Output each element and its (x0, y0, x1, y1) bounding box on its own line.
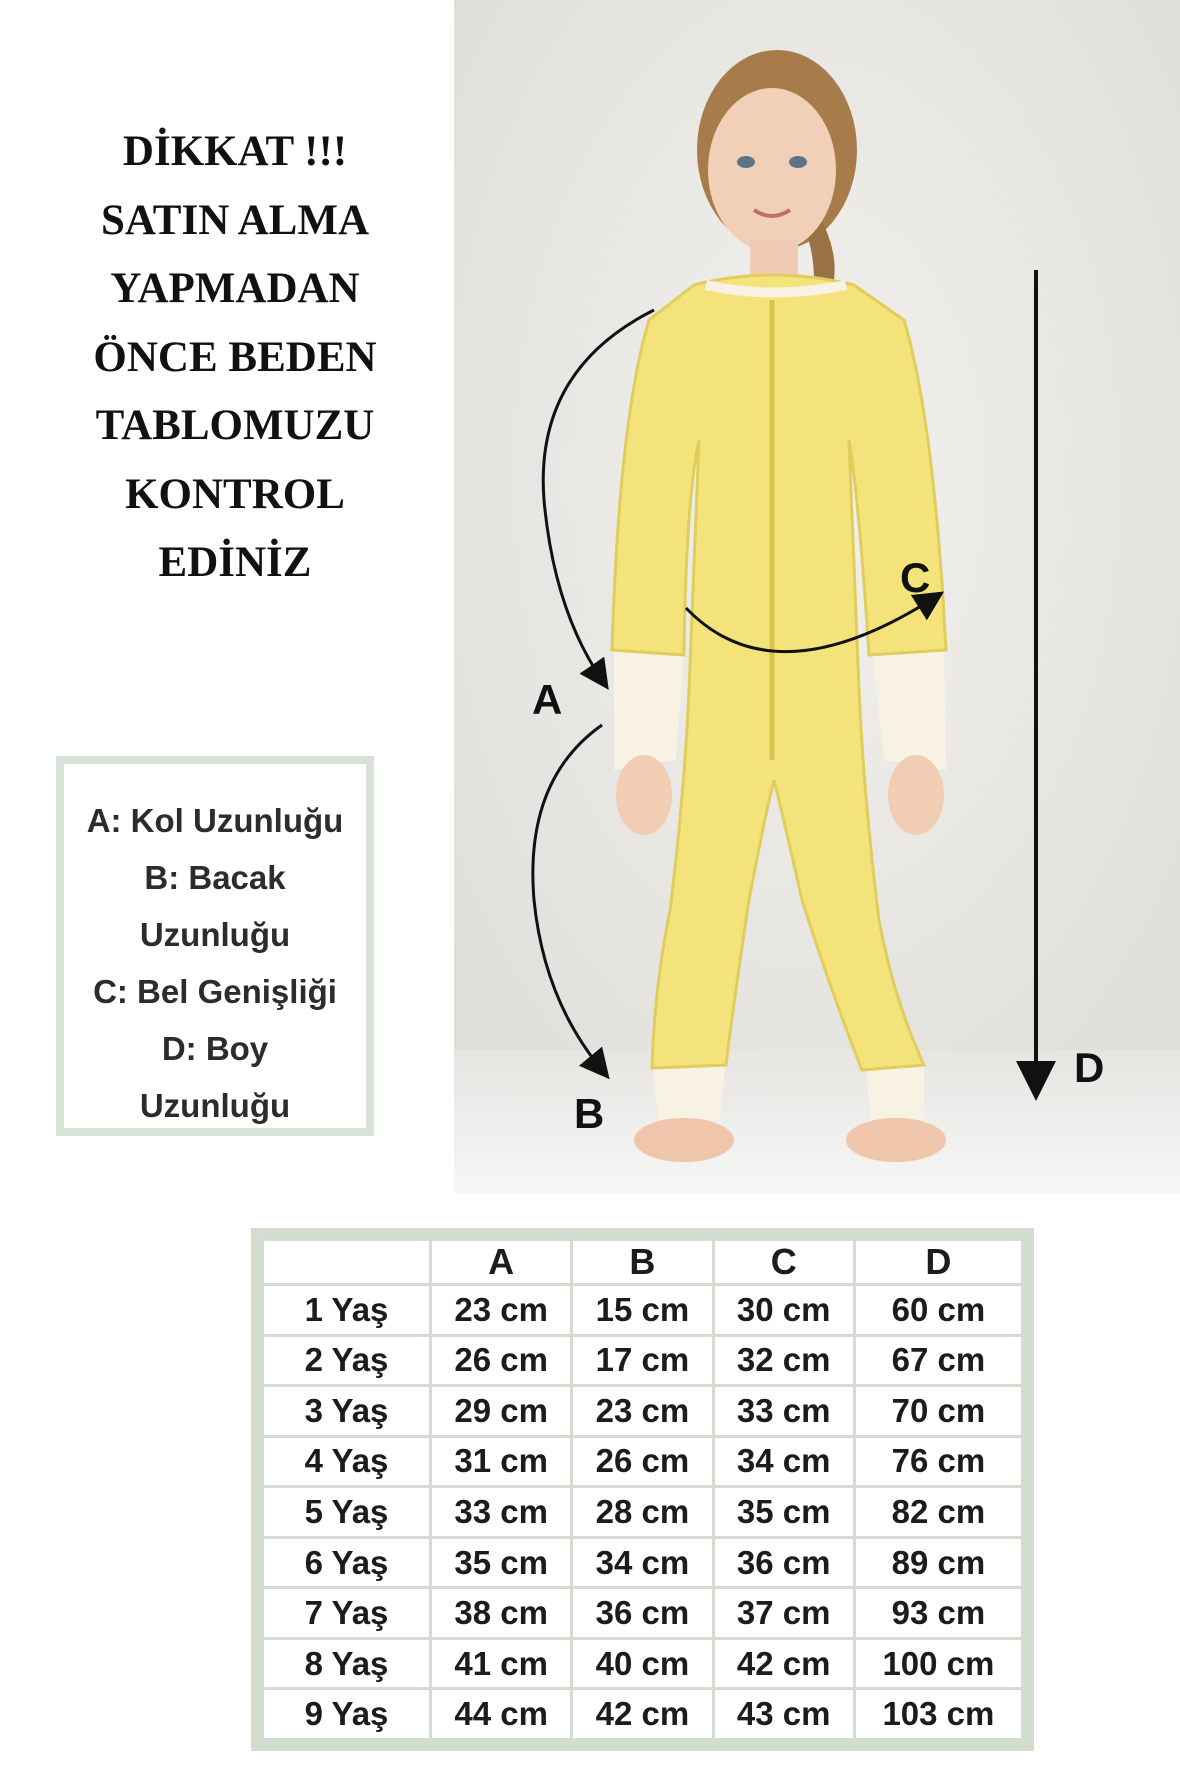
measurement-cell: 30 cm (713, 1285, 854, 1336)
warning-line: DİKKAT !!! (122, 128, 348, 175)
measurement-cell: 26 cm (572, 1436, 713, 1487)
table-row (263, 1386, 1023, 1437)
age-cell: 7 Yaş (263, 1588, 431, 1639)
age-cell: 3 Yaş (263, 1386, 431, 1437)
label-c: C (900, 554, 931, 601)
measurement-cell: 15 cm (572, 1285, 713, 1336)
warning-line: ÖNCE BEDEN (93, 333, 377, 381)
header-cell-empty (263, 1240, 431, 1285)
size-table-frame (251, 1228, 1034, 1751)
age-cell: 5 Yaş (263, 1487, 431, 1538)
legend-line-c: C: Bel Genişliği (93, 973, 337, 1010)
warning-text (40, 118, 430, 598)
age-cell: 9 Yaş (263, 1689, 431, 1740)
left-foot (634, 1118, 734, 1162)
floor (454, 1050, 1180, 1193)
measurement-cell: 37 cm (713, 1588, 854, 1639)
right-hand (888, 755, 944, 835)
measurement-cell: 35 cm (431, 1537, 572, 1588)
right-foot (846, 1118, 946, 1162)
measurement-cell: 41 cm (431, 1638, 572, 1689)
measurement-cell: 42 cm (713, 1638, 854, 1689)
label-d: D (1074, 1044, 1105, 1091)
measurement-cell: 93 cm (854, 1588, 1022, 1639)
legend-line-b: B: Bacak (144, 859, 286, 896)
table-row (263, 1638, 1023, 1689)
header-cell-b: B (572, 1240, 713, 1285)
measurement-cell: 36 cm (572, 1588, 713, 1639)
measurement-cell: 17 cm (572, 1335, 713, 1386)
measurement-cell: 36 cm (713, 1537, 854, 1588)
measurement-cell: 34 cm (572, 1537, 713, 1588)
measurement-cell: 23 cm (431, 1285, 572, 1336)
measurement-cell: 26 cm (431, 1335, 572, 1386)
table-row (263, 1487, 1023, 1538)
measurement-cell: 43 cm (713, 1689, 854, 1740)
age-cell: 2 Yaş (263, 1335, 431, 1386)
measurement-cell: 34 cm (713, 1436, 854, 1487)
age-cell: 4 Yaş (263, 1436, 431, 1487)
measurement-cell: 23 cm (572, 1386, 713, 1437)
left-cuff (614, 650, 684, 770)
product-photo (454, 0, 1180, 1193)
measurement-cell: 33 cm (713, 1386, 854, 1437)
table-row (263, 1436, 1023, 1487)
measurement-cell: 29 cm (431, 1386, 572, 1437)
table-header-row (263, 1240, 1023, 1285)
measurement-cell: 38 cm (431, 1588, 572, 1639)
label-a: A (532, 676, 563, 723)
age-cell: 8 Yaş (263, 1638, 431, 1689)
measurement-cell: 31 cm (431, 1436, 572, 1487)
legend-line-d: D: Boy (161, 1030, 269, 1067)
left-hand (616, 755, 672, 835)
measurement-cell: 28 cm (572, 1487, 713, 1538)
measurement-cell: 40 cm (572, 1638, 713, 1689)
warning-line: EDİNİZ (158, 539, 312, 586)
measurement-legend (56, 756, 374, 1136)
header-cell-c: C (713, 1240, 854, 1285)
warning-line: SATIN ALMA (101, 196, 369, 244)
face (708, 88, 836, 252)
header-cell-a: A (431, 1240, 572, 1285)
measurement-cell: 76 cm (854, 1436, 1022, 1487)
measurement-cell: 44 cm (431, 1689, 572, 1740)
legend-line-d-cont: Uzunluğu (139, 1087, 291, 1124)
table-row (263, 1335, 1023, 1386)
table-row (263, 1689, 1023, 1740)
legend-line-a: A: Kol Uzunluğu (86, 802, 344, 839)
right-eye (789, 156, 807, 168)
measurement-cell: 35 cm (713, 1487, 854, 1538)
age-cell: 6 Yaş (263, 1537, 431, 1588)
table-row (263, 1537, 1023, 1588)
measurement-cell: 60 cm (854, 1285, 1022, 1336)
child-sleepsuit-illustration (454, 0, 1180, 1193)
measurement-cell: 103 cm (854, 1689, 1022, 1740)
measurement-cell: 33 cm (431, 1487, 572, 1538)
age-cell: 1 Yaş (263, 1285, 431, 1336)
measurement-cell: 32 cm (713, 1335, 854, 1386)
measurement-cell: 67 cm (854, 1335, 1022, 1386)
measurement-cell: 89 cm (854, 1537, 1022, 1588)
legend-line-b-cont: Uzunluğu (139, 916, 291, 953)
warning-line: TABLOMUZU (95, 402, 375, 449)
table-row (263, 1285, 1023, 1336)
measurement-cell: 42 cm (572, 1689, 713, 1740)
label-b: B (574, 1090, 605, 1137)
warning-line: YAPMADAN (110, 265, 360, 312)
warning-line: KONTROL (125, 470, 345, 518)
measurement-cell: 100 cm (854, 1638, 1022, 1689)
measurement-cell: 82 cm (854, 1487, 1022, 1538)
header-cell-d: D (854, 1240, 1022, 1285)
left-eye (737, 156, 755, 168)
measurement-cell: 70 cm (854, 1386, 1022, 1437)
size-table (261, 1238, 1024, 1741)
table-row (263, 1588, 1023, 1639)
